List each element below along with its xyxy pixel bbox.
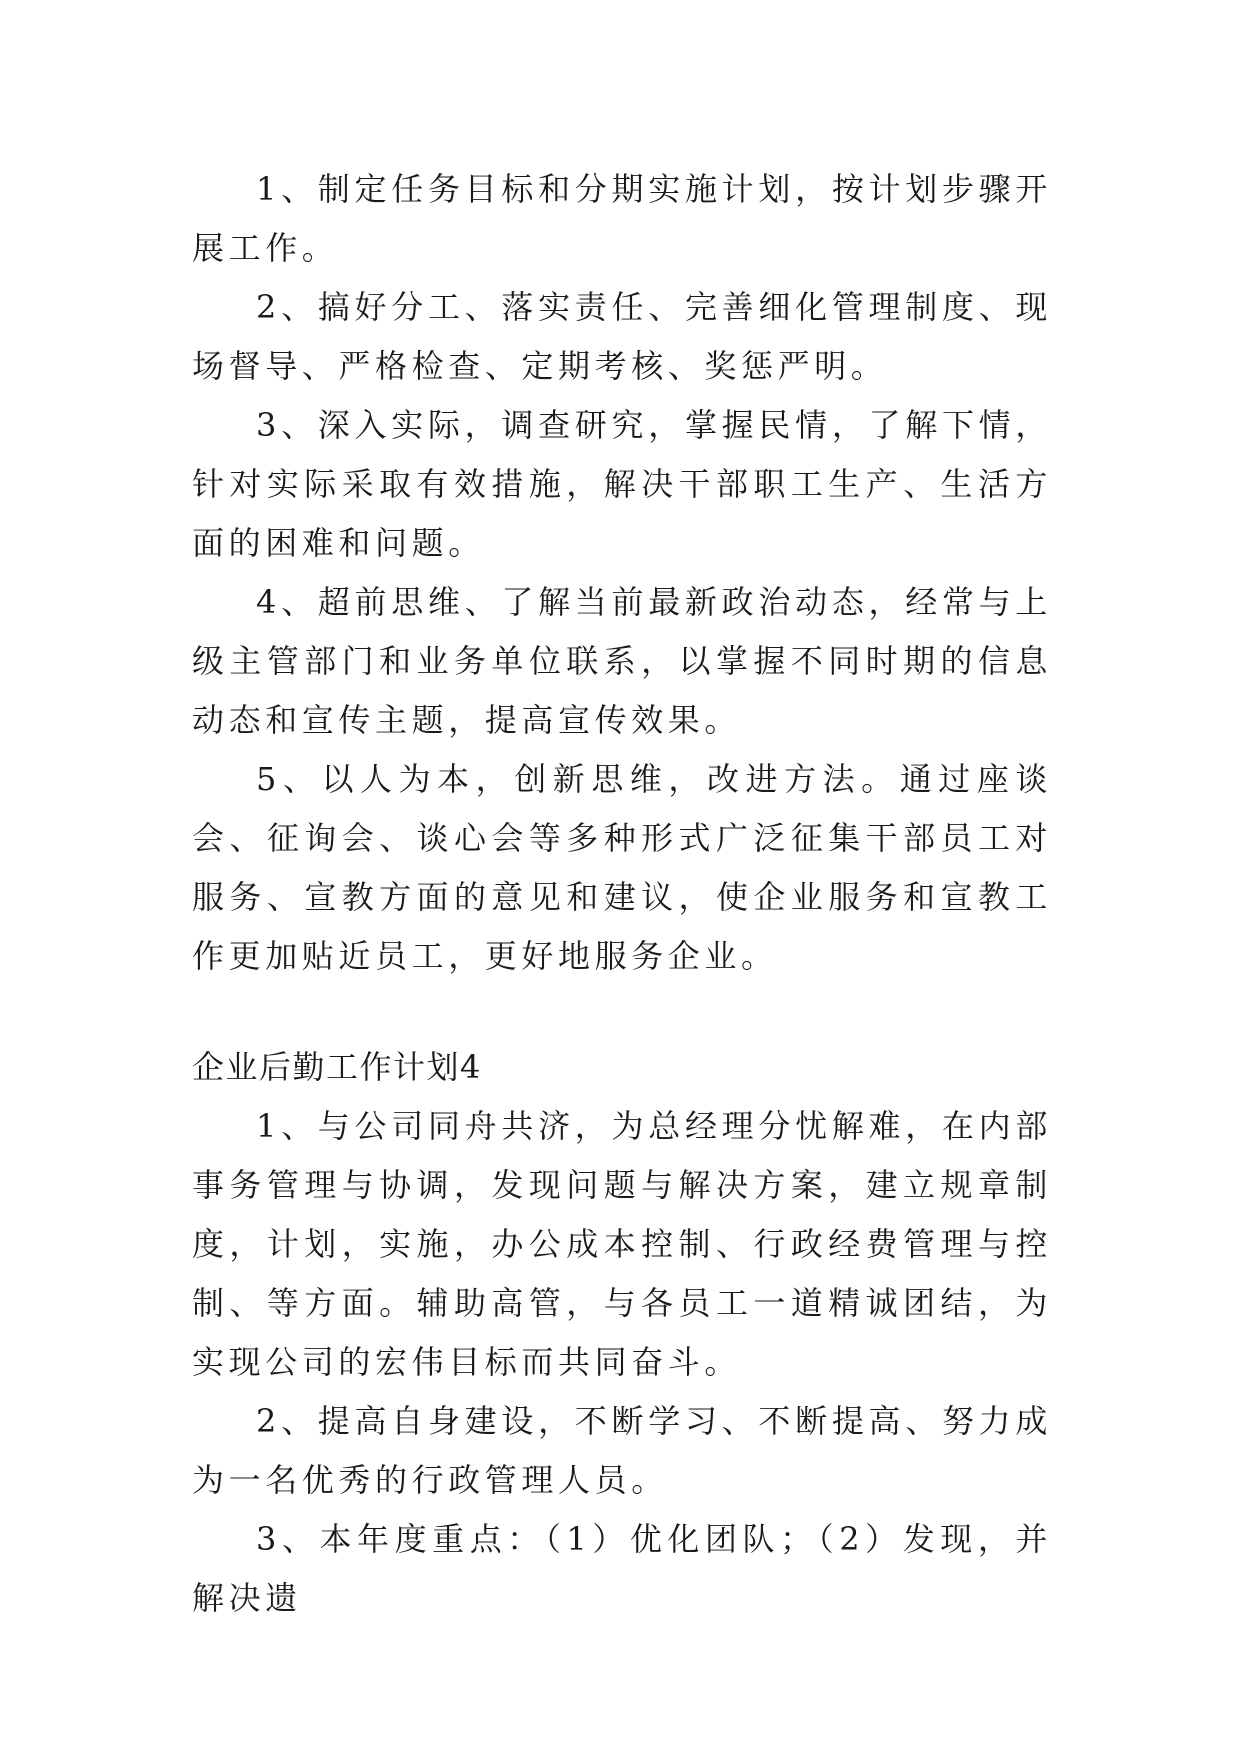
paragraph-item-2: 2、搞好分工、落实责任、完善细化管理制度、现场督导、严格检查、定期考核、奖惩严明。 — [192, 288, 1052, 385]
section-heading: 企业后勤工作计划4 — [192, 1048, 482, 1086]
document-body — [192, 160, 1052, 1628]
plan-item-1: 1、与公司同舟共济，为总经理分忧解难，在内部事务管理与协调，发现问题与解决方案，建立规章制度，计划，实施，办公成本控制、行政经费管理与控制、等方面。辅助高管，与各员工一道精诚团结，为实现公司的宏伟目标而共同奋斗。 — [192, 1107, 1052, 1381]
paragraph-item-3: 3、深入实际，调查研究，掌握民情，了解下情，针对实际采取有效措施，解决干部职工生产、生活方面的困难和问题。 — [192, 406, 1052, 562]
paragraph-item-4: 4、超前思维、了解当前最新政治动态，经常与上级主管部门和业务单位联系，以掌握不同时期的信息动态和宣传主题，提高宣传效果。 — [192, 583, 1052, 739]
plan-item-3: 3、本年度重点：（1）优化团队；（2）发现，并解决遗 — [192, 1520, 1052, 1617]
paragraph-item-1: 1、制定任务目标和分期实施计划，按计划步骤开展工作。 — [192, 170, 1052, 267]
paragraph-item-5: 5、以人为本，创新思维，改进方法。通过座谈会、征询会、谈心会等多种形式广泛征集干部员工对服务、宣教方面的意见和建议，使企业服务和宣教工作更加贴近员工，更好地服务企业。 — [192, 760, 1052, 975]
plan-item-2: 2、提高自身建设，不断学习、不断提高、努力成为一名优秀的行政管理人员。 — [192, 1402, 1052, 1499]
